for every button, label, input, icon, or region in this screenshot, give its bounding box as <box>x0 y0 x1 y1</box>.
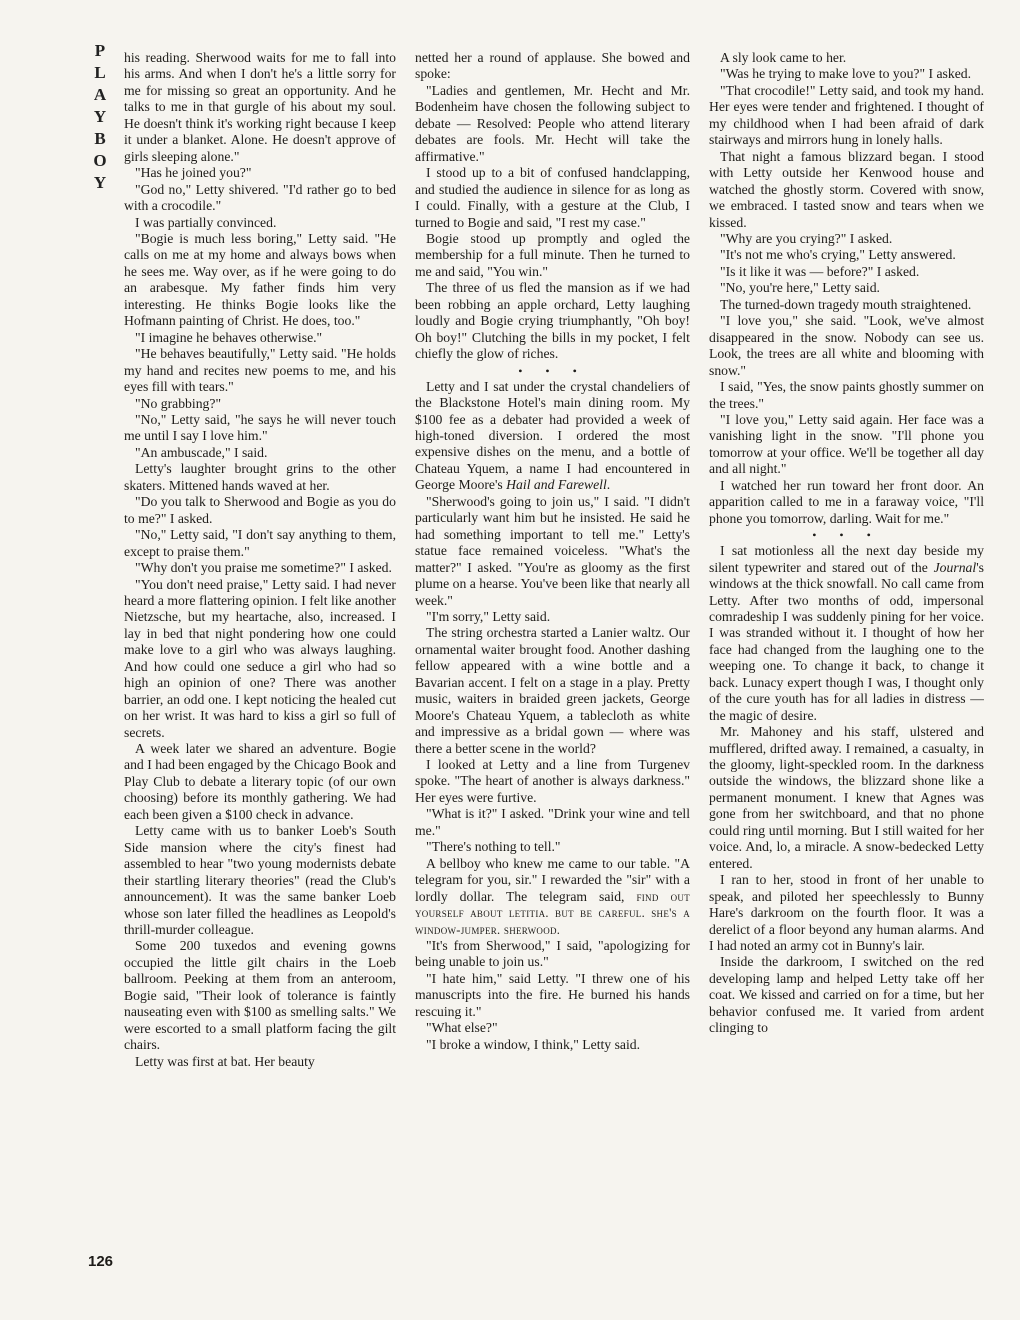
paragraph <box>709 872 984 954</box>
paragraph-text: The string orchestra started a Lanier waltz. Our ornamental waiter brought food. Another dashing fellow appeared with a wine bottle and a Bavarian accent. I felt on a stage in a play. Pretty music, waiters in braided green jackets, George Moore's Chateau Yquem, a tablecloth as white and impressive as a bridal gown — where was there a better scene in the world? <box>415 625 690 756</box>
paragraph-text: "Do you talk to Sherwood and Bogie as you do to me?" I asked. <box>124 494 396 526</box>
paragraph-text: Letty was first at bat. Her beauty <box>135 1053 315 1069</box>
paragraph-text: "God no," Letty shivered. "I'd rather go to bed with a crocodile." <box>124 181 396 214</box>
paragraph-text: "I love you," she said. "Look, we've almost disappeared in the snow. Nobody can see us. Look, the trees are all white and blooming with snow." <box>709 313 984 378</box>
paragraph-text: "Why don't you praise me sometime?" I asked. <box>135 560 392 576</box>
paragraph <box>124 560 396 576</box>
text-column-3 <box>709 50 984 1280</box>
paragraph <box>415 494 690 609</box>
paragraph <box>709 379 984 412</box>
paragraph <box>124 741 396 823</box>
paragraph-text: "I imagine he behaves otherwise." <box>135 329 323 345</box>
paragraph-text: "No grabbing?" <box>135 395 222 411</box>
paragraph <box>415 83 690 165</box>
paragraph-text: "It's not me who's crying," Letty answered. <box>720 247 956 263</box>
paragraph <box>709 412 984 478</box>
paragraph-text: That night a famous blizzard began. I stood with Letty outside her Kenwood house and watched the ghostly storm. Covered with snow, we embraced. I tasted snow and tears when we kissed. <box>709 148 984 230</box>
masthead-letter: Y <box>93 107 107 126</box>
paragraph-text: Letty's laughter brought grins to the other skaters. Mittened hands waved at her. <box>124 461 396 493</box>
paragraph <box>415 50 690 83</box>
paragraph <box>415 971 690 1020</box>
paragraph-text: "That crocodile!" Letty said, and took my hand. Her eyes were tender and frightened. I thought of my childhood when I had been afraid of dark stairways and mirrors hung in lonely halls. <box>709 82 984 148</box>
text-column-1 <box>124 50 396 1280</box>
masthead-letter: O <box>93 151 107 170</box>
paragraph <box>124 938 396 1053</box>
paragraph-text: "Was he trying to make love to you?" I asked. <box>720 66 972 82</box>
paragraph <box>709 50 984 66</box>
paragraph-text: I sat motionless all the next day beside my silent typewriter and stared out of the <box>709 543 984 575</box>
paragraph <box>124 1054 396 1070</box>
paragraph <box>415 1037 690 1053</box>
paragraph <box>124 50 396 165</box>
paragraph <box>709 478 984 527</box>
masthead-letter: B <box>94 129 106 148</box>
paragraph <box>415 280 690 362</box>
paragraph <box>124 494 396 527</box>
paragraph-text: The three of us fled the mansion as if we had been robbing an apple orchard, Letty laughing loudly and Bogie crying triumphantly, "Oh boy! Oh boy!" Clutching the bills in my pocket, I felt chiefly the glow of riches. <box>415 280 690 362</box>
section-break <box>709 527 984 543</box>
paragraph <box>124 165 396 181</box>
paragraph <box>415 757 690 806</box>
paragraph <box>415 1020 690 1036</box>
page-number: 126 <box>88 1253 114 1270</box>
paragraph-text: "No," Letty said, "he says he will never touch me until I say I love him." <box>124 411 396 444</box>
paragraph-text: "Is it like it was — before?" I asked. <box>720 263 920 279</box>
magazine-masthead-vertical <box>86 40 114 194</box>
paragraph <box>709 149 984 231</box>
paragraph <box>709 66 984 82</box>
paragraph-text: A bellboy who knew me came to our table. "A telegram for you, sir." I rewarded the "sir" with a lordly dollar. The telegram said, <box>415 855 690 904</box>
paragraph-text: "An ambuscade," I said. <box>135 444 268 460</box>
paragraph-text: The turned-down tragedy mouth straightened. <box>720 296 972 312</box>
paragraph-text: A week later we shared an adventure. Bogie and I had been engaged by the Chicago Book and Play Club to debate a literary topic (of our own choosing) before its monthly gathering. We had each been given a $100 check in advance. <box>124 741 396 822</box>
paragraph <box>415 856 690 938</box>
paragraph-text: "Bogie is much less boring," Letty said. "He calls on me at my home and always bows when he sees me. Way over, as if he were going to do an arabesque. My father finds him very interesting. He thinks Bogie looks like the Hofmann painting of Christ. He does, too." <box>124 230 396 329</box>
telegram-text: find out yourself about letitia. but be careful. she's a window-jumper. sherwood. <box>415 889 690 937</box>
paragraph <box>709 313 984 379</box>
paragraph-text: I ran to her, stood in front of her unable to speak, and piloted her speechlessly to Bunny Hare's darkroom on the fourth floor. It was a derelict of a floor beyond any human alarms. And I had noted an army cot in Bunny's lair. <box>709 872 984 954</box>
paragraph-text: netted her a round of applause. She bowed and spoke: <box>415 50 690 82</box>
paragraph <box>124 346 396 395</box>
paragraph-text-tail: . <box>606 477 611 493</box>
paragraph-text: "No," Letty said, "I don't say anything to them, except to praise them." <box>124 527 396 559</box>
masthead-letter: A <box>93 85 107 104</box>
italic-title: Hail and Farewell <box>506 477 607 493</box>
paragraph <box>415 806 690 839</box>
paragraph-text: Inside the darkroom, I switched on the red developing lamp and helped Letty take off her coat. We kissed and carried on for a time, but her behavior confused me. It varied from ardent clinging to <box>709 954 984 1036</box>
paragraph-text: "Ladies and gentlemen, Mr. Hecht and Mr. Bodenheim have chosen the following subject to debate — Resolved: People who attend literary debates are fools. Mr. Hecht will take the affirmative." <box>415 82 690 164</box>
paragraph-text-tail: 's windows at the thick snowfall. No call came from Letty. After two months of odd, impersonal comradeship I was suddenly pining for her voice. I was stranded without it. I thought of how her face had changed from the laughing one to the weeping one. To change it back, to change it back. Lunacy expert though I was, I thought only of the cure youth has for all ladies in distress — the magic of desire. <box>709 559 984 723</box>
paragraph <box>415 609 690 625</box>
paragraph <box>124 527 396 560</box>
paragraph <box>709 231 984 247</box>
paragraph-text: • • • <box>812 528 881 543</box>
paragraph <box>709 724 984 872</box>
paragraph-text: "Has he joined you?" <box>135 165 252 181</box>
paragraph-text: A sly look came to her. <box>720 50 847 65</box>
paragraph-text: "Why are you crying?" I asked. <box>720 230 893 246</box>
masthead-letter: P <box>94 41 106 60</box>
paragraph-text: "I love you," Letty said again. Her face was a vanishing light in the snow. "I'll phone you tomorrow at your office. We'll be together all day and all night." <box>709 411 984 477</box>
paragraph <box>709 247 984 263</box>
paragraph-text: Bogie stood up promptly and ogled the membership for a full minute. Then he turned to me and said, "You win." <box>415 230 690 279</box>
paragraph-text: Some 200 tuxedos and evening gowns occupied the little gilt chairs in the Loeb ballroom. Peeking at them from an anteroom, Bogie said, "Their look of tolerance is faintly nauseating even with $100 as smelling salts." We were escorted to a small platform facing the gilt chairs. <box>124 938 396 1053</box>
paragraph-text: his reading. Sherwood waits for me to fall into his arms. And when I don't he's a little sorry for me for missing so great an opportunity. And he talks to me in that gurgle of his about my soul. He doesn't think it's working right because I keep it under a blanket. Alone. He doesn't approve of girls sleeping alone." <box>124 50 396 164</box>
paragraph-text: • • • <box>518 363 587 378</box>
paragraph <box>124 182 396 215</box>
paragraph-text: "You don't need praise," Letty said. I had never heard a more flattering opinion. I felt like another Nietzsche, but my heartache, also, increased. I lay in bed that night pondering how one could make love to a girl who was always laughing. And how could one seduce a girl who had so high an opinion of one? There was another barrier, an odd one. I kept noticing the healed cut on her wrist. It was hard to kiss a girl so full of secrets. <box>124 576 396 740</box>
paragraph <box>124 461 396 494</box>
paragraph-text: "It's from Sherwood," I said, "apologizing for being unable to join us." <box>415 938 690 970</box>
paragraph <box>124 823 396 938</box>
paragraph-text: I looked at Letty and a line from Turgenev spoke. "The heart of another is always darkness." Her eyes were furtive. <box>415 757 690 805</box>
paragraph-text: "There's nothing to tell." <box>426 839 561 855</box>
paragraph <box>124 396 396 412</box>
paragraph-text: Letty and I sat under the crystal chandeliers of the Blackstone Hotel's main dining room. My $100 fee as a debater had provided a week of high-toned diversion. I ordered the most expensive dishes on the menu, and a bottle of Chateau Yquem, a name I had encountered in George Moore's <box>415 378 690 493</box>
paragraph <box>709 264 984 280</box>
paragraph-text: "What else?" <box>426 1020 498 1036</box>
paragraph-text: I stood up to a bit of confused handclapping, and studied the audience in silence for as long as I could. Finally, with a gesture at the Club, I turned to Bogie and said, "I rest my case." <box>415 165 690 230</box>
paragraph-text: I watched her run toward her front door. An apparition called to me in a faraway voice, "I'll phone you tomorrow, darling. Wait for me." <box>709 477 984 526</box>
paragraph <box>124 330 396 346</box>
masthead-letter: Y <box>93 173 107 192</box>
paragraph <box>415 165 690 231</box>
italic-title: Journal <box>933 559 977 575</box>
paragraph-text: "I'm sorry," Letty said. <box>426 608 551 624</box>
paragraph-text: "He behaves beautifully," Letty said. "He holds my hand and recites new poems to me, and his eyes fill with tears." <box>124 346 396 395</box>
paragraph <box>415 625 690 757</box>
paragraph-text: "No, you're here," Letty said. <box>720 280 880 296</box>
paragraph <box>415 379 690 494</box>
paragraph <box>709 280 984 296</box>
paragraph <box>709 543 984 724</box>
paragraph <box>124 412 396 445</box>
text-column-2 <box>415 50 690 1280</box>
masthead-letter: L <box>94 63 106 82</box>
paragraph-text: "What is it?" I asked. "Drink your wine and tell me." <box>415 806 690 838</box>
paragraph <box>124 231 396 330</box>
paragraph-text: I was partially convinced. <box>135 214 277 230</box>
section-break <box>415 363 690 379</box>
paragraph-text: "Sherwood's going to join us," I said. "I didn't particularly want him but he insisted. He said he had something important to tell me." Letty's statue face remained voiceless. "What's the matter?" I asked. "You're as gloomy as the first plume on a hearse. You've been like that nearly all week." <box>415 493 690 608</box>
paragraph-text: "I hate him," said Letty. "I threw one of his manuscripts into the fire. He burned his hands rescuing it." <box>415 970 690 1019</box>
paragraph <box>124 577 396 742</box>
paragraph-text: I said, "Yes, the snow paints ghostly summer on the trees." <box>709 379 984 411</box>
paragraph <box>124 445 396 461</box>
paragraph <box>709 83 984 149</box>
paragraph <box>415 839 690 855</box>
paragraph-text: "I broke a window, I think," Letty said. <box>426 1036 641 1052</box>
paragraph-text: Mr. Mahoney and his staff, ulstered and mufflered, drifted away. I remained, a casualty, in the gloomy, light-speckled room. In the darkness outside the windows, the blizzard shone like a permanent monument. I knew that Agnes was gone from her switchboard, and that no phone could ring until morning. But I still waited for her voice. And, lo, a miracle. A snow-bedecked Letty entered. <box>709 724 984 871</box>
paragraph <box>709 297 984 313</box>
paragraph <box>415 938 690 971</box>
paragraph <box>124 215 396 231</box>
paragraph <box>709 954 984 1036</box>
paragraph-text: Letty came with us to banker Loeb's South Side mansion where the city's finest had assembled to hear "two young modernists debate their startling literary theories" (read the Club's announcement). It was the same banker Loeb whose son later filled the headlines as Leopold's thrill-murder colleague. <box>124 823 396 938</box>
paragraph <box>415 231 690 280</box>
